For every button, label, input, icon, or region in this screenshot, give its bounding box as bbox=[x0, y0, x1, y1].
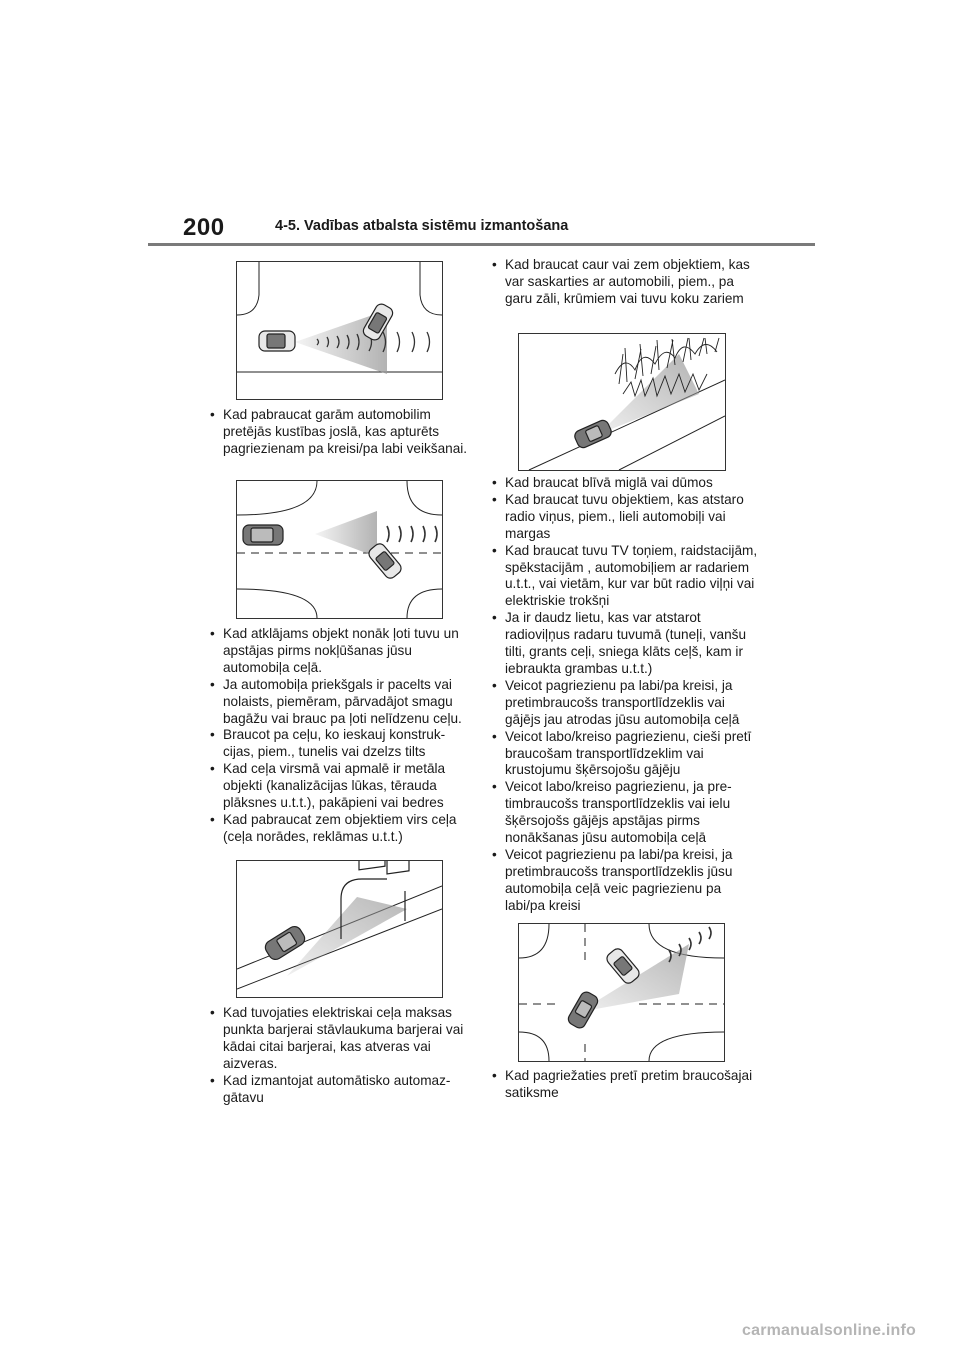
figure-tall-grass-bushes bbox=[518, 333, 726, 471]
footer-watermark: carmanualsonline.info bbox=[742, 1322, 917, 1339]
section-title: 4-5. Vadības atbalsta sistēmu izmantošana bbox=[275, 218, 569, 234]
bullet-item: • Braucot pa ceļu, ko ieskauj konstrukcijas, piem., tunelis vai dzelzs tilts bbox=[208, 727, 470, 761]
figure-overhead-sign bbox=[236, 860, 443, 998]
bullet-item: • Veicot labo/kreiso pagriezienu, cieši pretī braucošam transportlīdzeklim vai krustojumu šķērsojošu gājēju bbox=[490, 729, 758, 780]
right-text-group-3 bbox=[490, 1068, 758, 1102]
figure-right-left-turn bbox=[518, 923, 725, 1062]
header-divider bbox=[148, 243, 815, 246]
bullet-item: • Kad braucat tuvu TV toņiem, raidstacijām, spēkstacijām , automobiļiem ar radariem u.t.t., vai vietām, kur var būt radio viļņi vai elektriskie trokšņi bbox=[490, 543, 758, 611]
figure-oncoming-turning-car bbox=[236, 261, 443, 400]
bullet-item: • Kad braucat caur vai zem objektiem, kas var saskarties ar automobili, piem., pa garu zāli, krūmiem vai tuvu koku zariem bbox=[490, 257, 758, 308]
bullet-item: • Kad tuvojaties elektriskai ceļa maksas punkta barjerai stāvlaukuma barjerai vai kādai citai barjerai, kas atveras vai aizveras. bbox=[208, 1005, 470, 1073]
bullet-item: • Kad pabraucat zem objektiem virs ceļa (ceļa norādes, reklāmas u.t.t.) bbox=[208, 812, 470, 846]
bullet-item: • Kad ceļa virsmā vai apmalē ir metāla objekti (kanalizācijas lūkas, tērauda plāksnes u.t.t.), pakāpieni vai bedres bbox=[208, 761, 470, 812]
right-text-group-1 bbox=[490, 257, 758, 308]
bullet-item: • Kad braucat blīvā miglā vai dūmos bbox=[490, 475, 758, 492]
bullet-list bbox=[208, 626, 470, 846]
bullet-list bbox=[208, 407, 470, 458]
left-text-group-1 bbox=[208, 407, 470, 458]
left-text-group-3 bbox=[208, 1005, 470, 1106]
bullet-list bbox=[490, 1068, 758, 1102]
bullet-list bbox=[490, 475, 758, 915]
bullet-item: • Kad braucat tuvu objektiem, kas atstaro radio viņus, piem., lieli automobiļi vai margas bbox=[490, 492, 758, 543]
bullet-item: • Veicot pagriezienu pa labi/pa kreisi, ja pretimbraucošs transportlīdzeklis jūsu automobiļa ceļā veic pagriezienu pa labi/pa kreisi bbox=[490, 847, 758, 915]
page-number: 200 bbox=[183, 214, 225, 241]
left-text-group-2 bbox=[208, 626, 470, 846]
bullet-item: • Veicot labo/kreiso pagriezienu, ja pretimbraucošs transportlīdzeklis vai ielu šķērsojošs gājējs apstājas pirms nonākšanas jūsu automobiļa ceļā bbox=[490, 779, 758, 847]
bullet-item: • Kad atklājams objekt nonāk ļoti tuvu un apstājas pirms nokļūšanas jūsu automobiļa ceļā. bbox=[208, 626, 470, 677]
right-text-group-2 bbox=[490, 475, 758, 915]
bullet-item: • Ja automobiļa priekšgals ir pacelts vai nolaists, piemēram, pārvadājot smagu bagāžu vai brauc pa ļoti nelīdzenu ceļu. bbox=[208, 677, 470, 728]
bullet-list bbox=[208, 1005, 470, 1106]
bullet-list bbox=[490, 257, 758, 308]
figure-object-approaching bbox=[236, 480, 443, 619]
bullet-item: • Veicot pagriezienu pa labi/pa kreisi, ja pretimbraucošs transportlīdzeklis vai gājējs jau atrodas jūsu automobiļa ceļā bbox=[490, 678, 758, 729]
bullet-item: • Ja ir daudz lietu, kas var atstarot radioviļņus radaru tuvumā (tuneļi, vanšu tilti, grants ceļi, sniega klāts ceļš, kam ir iebraukta grambas u.t.t.) bbox=[490, 610, 758, 678]
bullet-item: • Kad pabraucat garām automobilim pretējās kustības joslā, kas apturēts pagriezienam pa kreisi/pa labi veikšanai. bbox=[208, 407, 470, 458]
bullet-item: • Kad pagriežaties pretī pretim braucošajai satiksme bbox=[490, 1068, 758, 1102]
bullet-item: • Kad izmantojat automātisko automazgātavu bbox=[208, 1073, 470, 1107]
